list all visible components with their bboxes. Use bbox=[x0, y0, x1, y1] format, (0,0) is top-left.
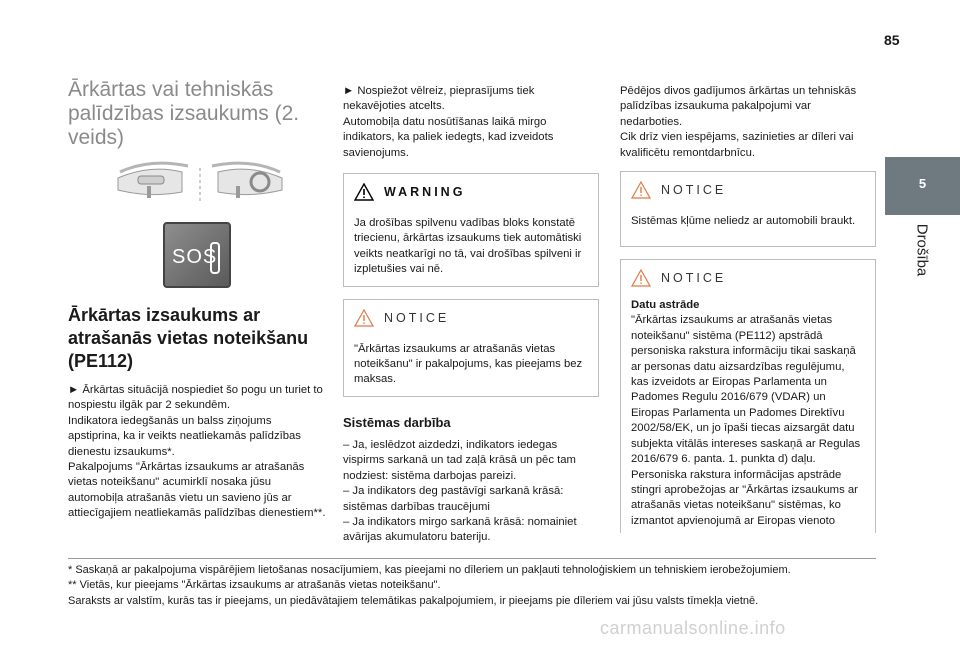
notice-triangle-icon bbox=[631, 181, 651, 199]
footnotes bbox=[68, 558, 876, 609]
footnote-2: ** Vietās, kur pieejams "Ārkārtas izsaukums ar atrašanās vietas noteikšanu". bbox=[68, 579, 441, 592]
pe112-heading: Ārkārtas izsaukums ar atrašanās vietas noteikšanu (PE112) bbox=[68, 305, 309, 371]
footnote-3: Saraksts ar valstīm, kurās tas ir pieejams, un piedāvātajiem telemātikas pakalpojumiem, ir pieejams pie dīleriem vai jūsu valsts tīmekļa vietnē. bbox=[68, 594, 759, 607]
notice-box bbox=[343, 299, 599, 397]
system-heading: Sistēmas darbība bbox=[343, 414, 451, 430]
left-column-body bbox=[68, 304, 326, 522]
section-title: Ārkārtas vai tehniskās palīdzības izsaukums (2. veids) bbox=[68, 78, 300, 149]
right-intro: Pēdējos divos gadījumos ārkārtas un tehniskās palīdzības izsaukuma pakalpojumi var nedarboties. Cik drīz vien iespējams, sazinieties ar dīleri vai kvalificētu remontdarbnīcu. bbox=[620, 85, 857, 159]
chapter-label: Drošība bbox=[913, 223, 931, 277]
notice1-title: NOTICE bbox=[661, 183, 727, 198]
notice2-subtitle: Datu astrāde bbox=[631, 299, 700, 312]
footnote-1: * Saskaņā ar pakalpojuma vispārējiem lietošanas nosacījumiem, kas pieejami no dīleriem un pakļauti tehnoloģiskiem un tehniskiem ierobežojumiem. bbox=[68, 564, 791, 576]
sos-button-icon bbox=[163, 222, 231, 288]
middle-intro: ► Nospiežot vēlreiz, pieprasījums tiek nekavējoties atcelts. Automobiļa datu nosūtīšanas laikā mirgo indikators, ka paliek iedegts, kad izveidots savienojums. bbox=[343, 85, 554, 159]
notice-triangle-icon bbox=[354, 309, 374, 327]
notice-title: NOTICE bbox=[384, 310, 450, 325]
left-column bbox=[68, 78, 326, 150]
notice1-text: Sistēmas kļūme neliedz ar automobili braukt. bbox=[631, 215, 856, 228]
sos-indicator-icon bbox=[210, 242, 220, 274]
middle-column bbox=[343, 84, 599, 546]
notice2-title: NOTICE bbox=[661, 271, 727, 286]
right-column bbox=[620, 84, 876, 533]
warning-title: WARNING bbox=[384, 185, 466, 200]
notice-text: "Ārkārtas izsaukums ar atrašanās vietas noteikšanu" ir pakalpojums, kas pieejams bez maksas. bbox=[354, 342, 583, 386]
page-number: 85 bbox=[884, 32, 900, 48]
notice2-text: "Ārkārtas izsaukums ar atrašanās vietas noteikšanu" sistēma (PE112) apstrādā personiska rakstura informāciju tikai saskaņā ar personas datu aizsardzības regulējumu, kas izveidots ar Eiropas Parlamenta un Padomes Regulu 2016/679 (VDAR) un Eiropas Parlamenta un Padomes Direktīvu 2002/58/EK, un jo īpaši tiecas aizsargāt datu subjekta vitālās intereses saskaņā ar Regulas 2016/679 6. panta. 1. punkta d) daļu. Personiska rakstura informācijas apstrāde stingri aprobežojas ar "Ārkārtas izsaukums ar atrašanās vietas noteikšanu" sistēmas, ko izmantot apvienojumā ar Eiropas vienoto bbox=[631, 314, 861, 527]
warning-box bbox=[343, 173, 599, 287]
chapter-tab[interactable] bbox=[885, 157, 960, 215]
notice-box-2 bbox=[620, 259, 876, 533]
car-cabin-mirror-illustration bbox=[110, 158, 290, 208]
sos-label: SOS bbox=[172, 246, 218, 268]
pe112-body: ► Ārkārtas situācijā nospiediet šo pogu un turiet to nospiestu ilgāk par 2 sekundēm. Indikatora iedegšanās un balss ziņojums apstiprina, ka ir veikts neatliekamās palīdzības dienestu izsaukums*. Pakalpojums "Ārkārtas izsaukums ar atrašanās vietas noteikšanu" acumirklī nosaka jūsu automobiļa atrašanās vietu un savieno jūs ar attiecīgajiem neatliekamās palīdzības dienestiem**. bbox=[68, 384, 326, 520]
chapter-number: 5 bbox=[918, 176, 927, 191]
notice-triangle-icon bbox=[631, 269, 651, 287]
watermark: carmanualsonline.info bbox=[600, 618, 786, 638]
notice-box-1 bbox=[620, 171, 876, 247]
warning-triangle-icon bbox=[354, 183, 374, 201]
warning-text: Ja drošības spilvenu vadības bloks konstatē triecienu, ārkārtas izsaukums tiek automātiski veikts neatkarīgi no tā, vai drošības spilveni ir izpletušies vai nē. bbox=[354, 217, 582, 276]
system-body: – Ja, ieslēdzot aizdedzi, indikators iedegas vispirms sarkanā un tad zaļā krāsā un pēc tam nodziest: sistēma darbojas pareizi. – Ja indikators deg pastāvīgi sarkanā krāsā: sistēmas darbības traucējumi – Ja indikators mirgo sarkanā krāsā: nomainiet avārijas akumulatoru bateriju. bbox=[343, 438, 577, 544]
